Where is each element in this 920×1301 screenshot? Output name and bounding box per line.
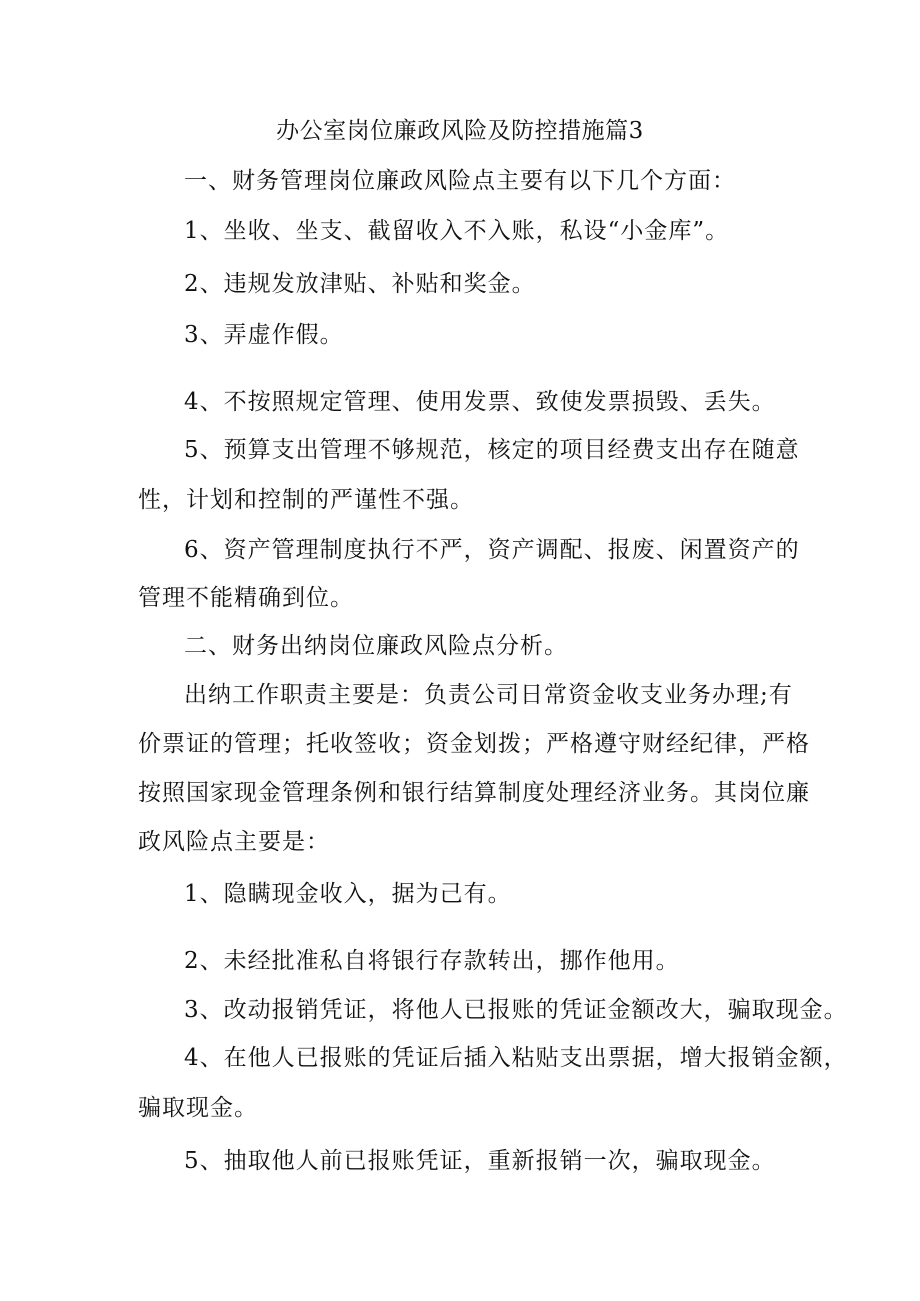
list-item: 2、未经批准私自将银行存款转出，挪作他用。 bbox=[184, 948, 680, 974]
list-item-continuation: 骗取现金。 bbox=[138, 1095, 258, 1121]
list-item: 4、不按照规定管理、使用发票、致使发票损毁、丢失。 bbox=[184, 389, 776, 415]
list-item: 3、改动报销凭证，将他人已报账的凭证金额改大，骗取现金。 bbox=[184, 997, 848, 1023]
section-heading-2: 二、财务出纳岗位廉政风险点分析。 bbox=[184, 633, 568, 659]
list-item: 4、在他人已报账的凭证后插入粘贴支出票据，增大报销金额， bbox=[184, 1045, 848, 1071]
section-heading-1: 一、财务管理岗位廉政风险点主要有以下几个方面： bbox=[184, 168, 736, 194]
paragraph-line: 出纳工作职责主要是：负责公司日常资金收支业务办理;有 bbox=[184, 682, 793, 708]
list-item: 5、抽取他人前已报账凭证，重新报销一次，骗取现金。 bbox=[184, 1148, 776, 1174]
paragraph-line: 价票证的管理；托收签收；资金划拨；严格遵守财经纪律，严格 bbox=[138, 731, 810, 757]
list-item: 6、资产管理制度执行不严，资产调配、报废、闲置资产的 bbox=[184, 537, 800, 563]
document-title: 办公室岗位廉政风险及防控措施篇3 bbox=[276, 118, 644, 144]
list-item: 1、隐瞒现金收入，据为己有。 bbox=[184, 881, 512, 907]
paragraph-line: 按照国家现金管理条例和银行结算制度处理经济业务。其岗位廉 bbox=[138, 780, 810, 806]
list-item-continuation: 性，计划和控制的严谨性不强。 bbox=[138, 487, 474, 513]
list-item-continuation: 管理不能精确到位。 bbox=[138, 585, 354, 611]
list-item: 5、预算支出管理不够规范，核定的项目经费支出存在随意 bbox=[184, 437, 800, 463]
list-item: 3、弄虚作假。 bbox=[184, 322, 344, 348]
list-item: 2、违规发放津贴、补贴和奖金。 bbox=[184, 271, 536, 297]
paragraph-line: 政风险点主要是： bbox=[138, 829, 330, 855]
list-item: 1、坐收、坐支、截留收入不入账，私设“小金库”。 bbox=[184, 218, 730, 244]
